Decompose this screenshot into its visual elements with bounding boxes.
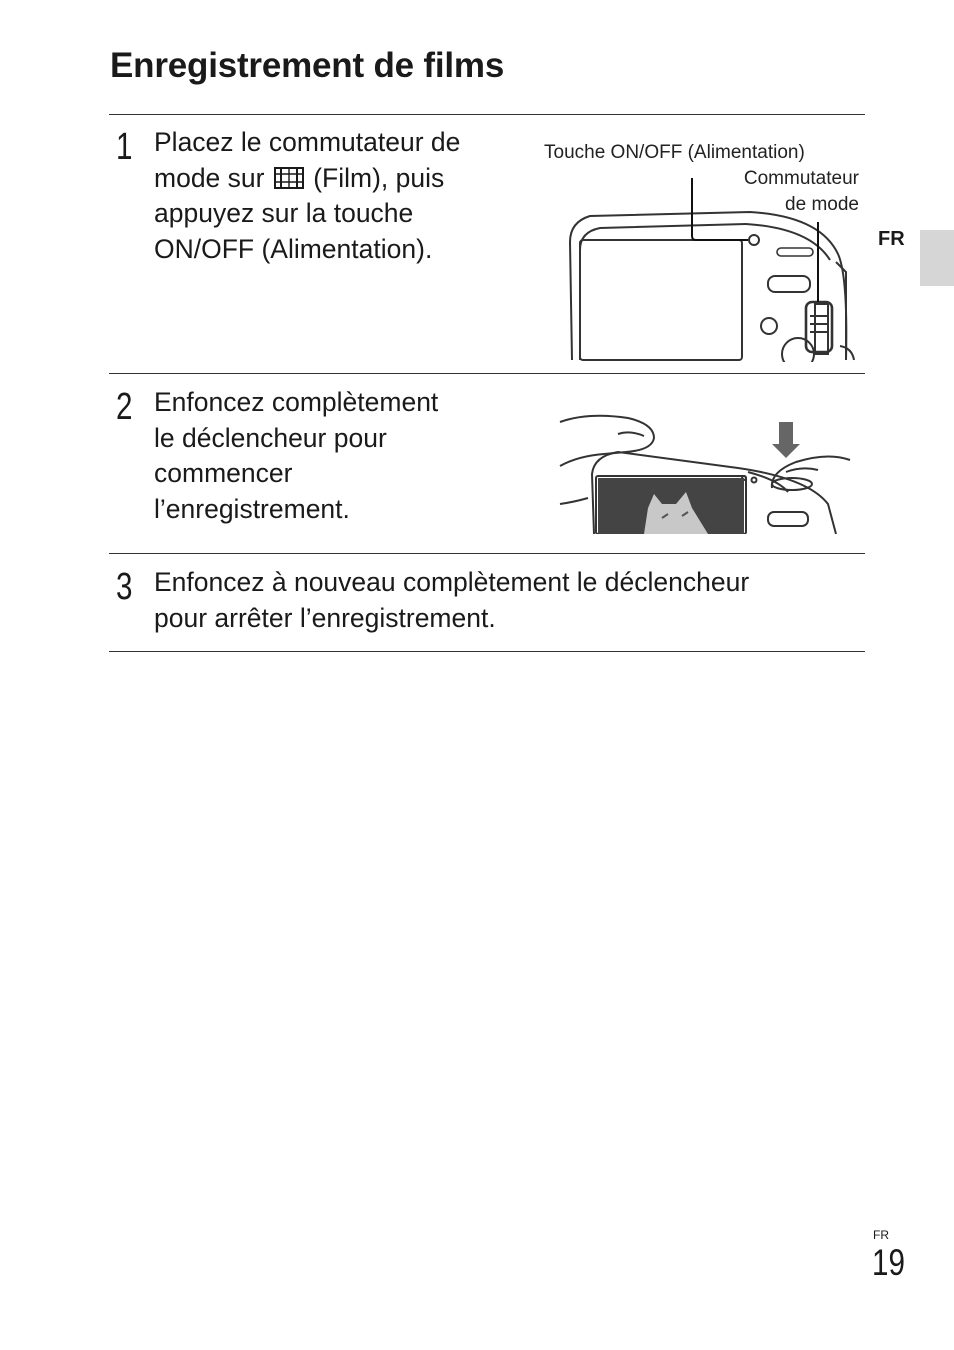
divider-step-2-3 — [109, 553, 865, 554]
step-line: commencer — [154, 458, 293, 488]
language-tab — [920, 230, 954, 286]
step-line — [154, 161, 460, 197]
step-line: le déclencheur pour — [154, 422, 387, 453]
step-number: 2 — [116, 386, 133, 428]
step-line: appuyez sur la touche — [154, 198, 414, 228]
step-line: l’enregistrement. — [154, 493, 350, 524]
step-number: 1 — [116, 126, 133, 168]
page-number: 19 — [872, 1242, 905, 1283]
page-title: Enregistrement de films — [110, 46, 505, 85]
step-number: 3 — [116, 566, 133, 608]
film-mode-icon — [274, 166, 304, 190]
step-line: Enfoncez à nouveau complètement le déclencheur — [154, 567, 750, 597]
step-line: Enfoncez complètement — [154, 387, 439, 417]
divider-bottom — [109, 651, 865, 652]
camera-back-illustration — [560, 176, 860, 362]
callout-power-button: Touche ON/OFF (Alimentation) — [544, 142, 805, 163]
step-line-suffix: (Film), puis — [313, 162, 445, 193]
step-line: ON/OFF (Alimentation). — [154, 233, 433, 264]
footer-language: FR — [873, 1228, 889, 1242]
step-3-text — [154, 565, 749, 636]
step-line: pour arrêter l’enregistrement. — [154, 602, 496, 633]
step-line-prefix: mode sur — [154, 162, 265, 193]
divider-top — [109, 114, 865, 115]
step-line: Placez le commutateur de — [154, 127, 461, 157]
step-1-text — [154, 125, 460, 267]
step-2-text — [154, 385, 438, 527]
shutter-press-illustration — [558, 408, 854, 534]
divider-step-1-2 — [109, 373, 865, 374]
callout-line: Commutateur — [743, 168, 859, 189]
callout-line: de mode — [785, 194, 859, 215]
language-tab-label: FR — [878, 228, 905, 250]
